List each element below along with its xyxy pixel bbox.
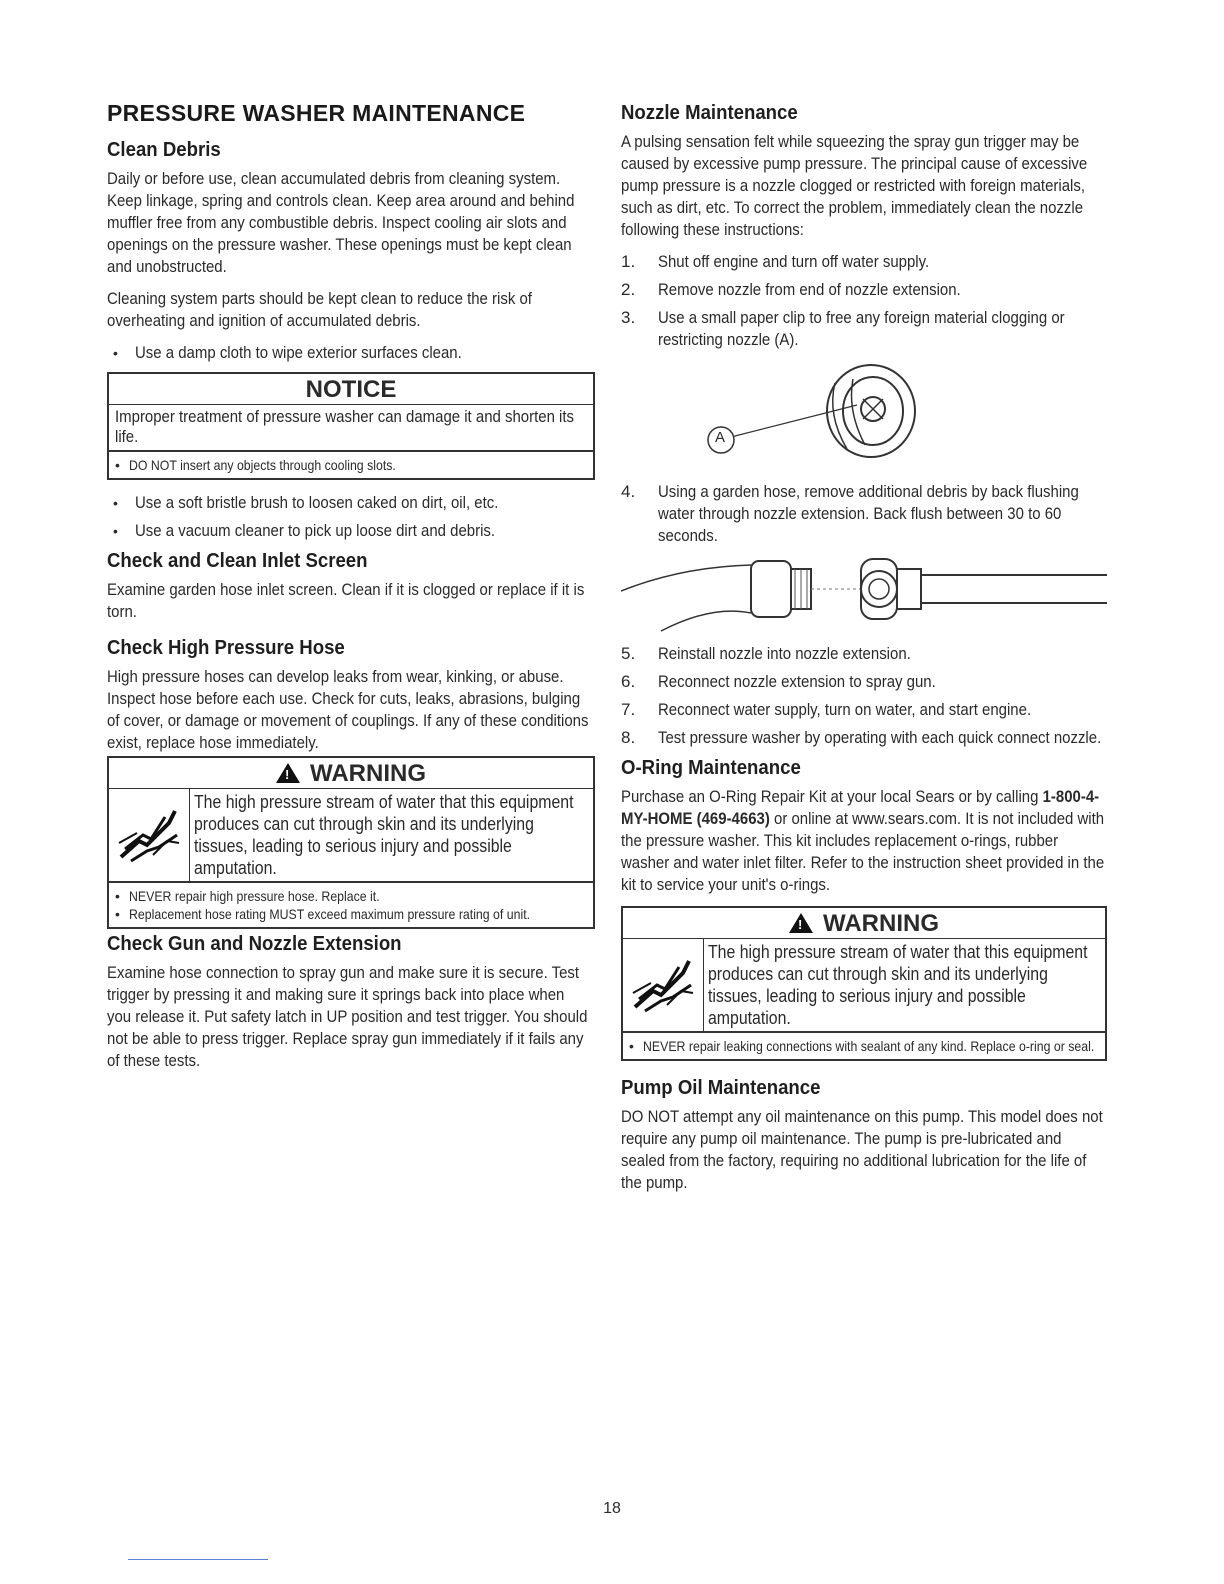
warning-footer bbox=[623, 1033, 1105, 1059]
sears-phone-number: 1-800-4-MY-HOME (469-4663) bbox=[621, 787, 1100, 828]
bullet-item: • Use a damp cloth to wipe exterior surfaces clean. bbox=[107, 342, 595, 364]
nozzle-diagram bbox=[621, 359, 1107, 481]
warning-title: !WARNING bbox=[623, 908, 1105, 939]
bullet-item: • Use a soft bristle brush to loosen caked on dirt, oil, etc. bbox=[107, 492, 595, 514]
clean-debris-bullets bbox=[107, 342, 595, 364]
gun-nozzle-paragraph: Examine hose connection to spray gun and make sure it is secure. Test trigger by pressing it and making sure it springs back into place when you release it. Put safety latch in UP position and test trigger. You should not be able to press trigger. Replace spray gun immediately if it fails any of these tests. bbox=[107, 963, 588, 1070]
warning-box-left bbox=[107, 756, 595, 929]
nozzle-maintenance-paragraph: A pulsing sensation felt while squeezing the spray gun trigger may be caused by excessive pump pressure. The principal cause of excessive pump pressure is a nozzle clogged or restricted with foreign materials, such as dirt, etc. To correct the problem, immediately clean the nozzle following these instructions: bbox=[621, 132, 1088, 239]
warning-row bbox=[109, 789, 593, 883]
warning-item: • NEVER repair leaking connections with sealant of any kind. Replace o-ring or seal. bbox=[629, 1037, 1099, 1055]
step-item: 2. Remove nozzle from end of nozzle extension. bbox=[621, 280, 961, 299]
gun-nozzle-heading: Check Gun and Nozzle Extension bbox=[107, 933, 402, 955]
clean-debris-heading: Clean Debris bbox=[107, 139, 221, 161]
warning-body: The high pressure stream of water that this equipment produces can cut through skin and its underlying tissues, leading to serious injury and possible amputation. bbox=[708, 942, 1088, 1028]
notice-title: NOTICE bbox=[109, 374, 593, 405]
inlet-screen-heading: Check and Clean Inlet Screen bbox=[107, 550, 368, 572]
pump-oil-paragraph: DO NOT attempt any oil maintenance on this pump. This model does not require any pump oil maintenance. The pump is pre-lubricated and sealed from the factory, requiring no additional lubrication for the life of the pump. bbox=[621, 1107, 1103, 1192]
warning-row bbox=[623, 939, 1105, 1033]
high-pressure-injection-icon bbox=[623, 939, 704, 1031]
warning-item: • NEVER repair high pressure hose. Replace it. bbox=[115, 887, 587, 905]
notice-item: • DO NOT insert any objects through cooling slots. bbox=[115, 456, 587, 474]
o-ring-heading: O-Ring Maintenance bbox=[621, 757, 801, 779]
pump-oil-heading: Pump Oil Maintenance bbox=[621, 1077, 821, 1099]
step-item: 6. Reconnect nozzle extension to spray gun. bbox=[621, 672, 936, 691]
warning-box-right bbox=[621, 906, 1107, 1061]
nozzle-steps-1 bbox=[621, 251, 1107, 351]
bullet-item: • Use a vacuum cleaner to pick up loose dirt and debris. bbox=[107, 520, 595, 542]
right-column bbox=[621, 100, 1107, 1204]
left-column bbox=[107, 100, 595, 1082]
step-item: 8. Test pressure washer by operating with each quick connect nozzle. bbox=[621, 728, 1102, 747]
clean-debris-paragraph-2: Cleaning system parts should be kept clean to reduce the risk of overheating and ignition of accumulated debris. bbox=[107, 289, 532, 330]
step-item: 4. Using a garden hose, remove additional debris by back flushing water through nozzle extension. Back flush between 30 to 60 seconds. bbox=[621, 482, 1079, 545]
step-item: 7. Reconnect water supply, turn on water, and start engine. bbox=[621, 700, 1032, 719]
warning-triangle-icon bbox=[789, 913, 813, 933]
notice-body: Improper treatment of pressure washer can damage it and shorten its life. bbox=[109, 405, 593, 452]
warning-body: The high pressure stream of water that this equipment produces can cut through skin and its underlying tissues, leading to serious injury and possible amputation. bbox=[194, 792, 574, 878]
hose-flush-diagram bbox=[621, 555, 1107, 643]
warning-title: !WARNING bbox=[109, 758, 593, 789]
page-number: 18 bbox=[603, 1500, 621, 1517]
nozzle-steps-3 bbox=[621, 643, 1107, 749]
high-pressure-hose-heading: Check High Pressure Hose bbox=[107, 637, 345, 659]
warning-item: • Replacement hose rating MUST exceed maximum pressure rating of unit. bbox=[115, 905, 587, 923]
callout-a-label: A bbox=[715, 429, 726, 446]
high-pressure-injection-icon bbox=[109, 789, 190, 881]
bottom-divider bbox=[128, 1559, 268, 1560]
step-item: 5. Reinstall nozzle into nozzle extension. bbox=[621, 644, 911, 663]
step-item: 3. Use a small paper clip to free any foreign material clogging or restricting nozzle (A). bbox=[621, 308, 1065, 349]
warning-triangle-icon bbox=[276, 763, 300, 783]
warning-footer bbox=[109, 883, 593, 927]
nozzle-maintenance-heading: Nozzle Maintenance bbox=[621, 102, 798, 124]
clean-debris-paragraph-1: Daily or before use, clean accumulated debris from cleaning system. Keep linkage, spring and controls clean. Keep area around and behind muffler free from any combustible debris. Inspect cooling air slots and openings on the pressure washer. These openings must be kept clean and unobstructed. bbox=[107, 169, 575, 276]
after-notice-bullets bbox=[107, 492, 595, 542]
page-title: PRESSURE WASHER MAINTENANCE bbox=[107, 100, 526, 126]
high-pressure-hose-paragraph: High pressure hoses can develop leaks from wear, kinking, or abuse. Inspect hose before each use. Check for cuts, leaks, abrasions, bulging of cover, or damage or movement of couplings. If any of these conditions exist, replace hose immediately. bbox=[107, 667, 589, 752]
o-ring-paragraph: Purchase an O-Ring Repair Kit at your local Sears or by calling 1-800-4-MY-HOME (469-4663) or online at www.sears.com. It is not included with the pressure washer. This kit includes replacement o-rings, rubber washer and water inlet filter. Refer to the instruction sheet provided in the kit to service your unit's o-rings. bbox=[621, 787, 1105, 894]
step-item: 1. Shut off engine and turn off water supply. bbox=[621, 252, 930, 271]
nozzle-steps-2 bbox=[621, 481, 1107, 547]
notice-footer bbox=[109, 452, 593, 478]
notice-box bbox=[107, 372, 595, 480]
inlet-screen-paragraph: Examine garden hose inlet screen. Clean if it is clogged or replace if it is torn. bbox=[107, 580, 585, 621]
